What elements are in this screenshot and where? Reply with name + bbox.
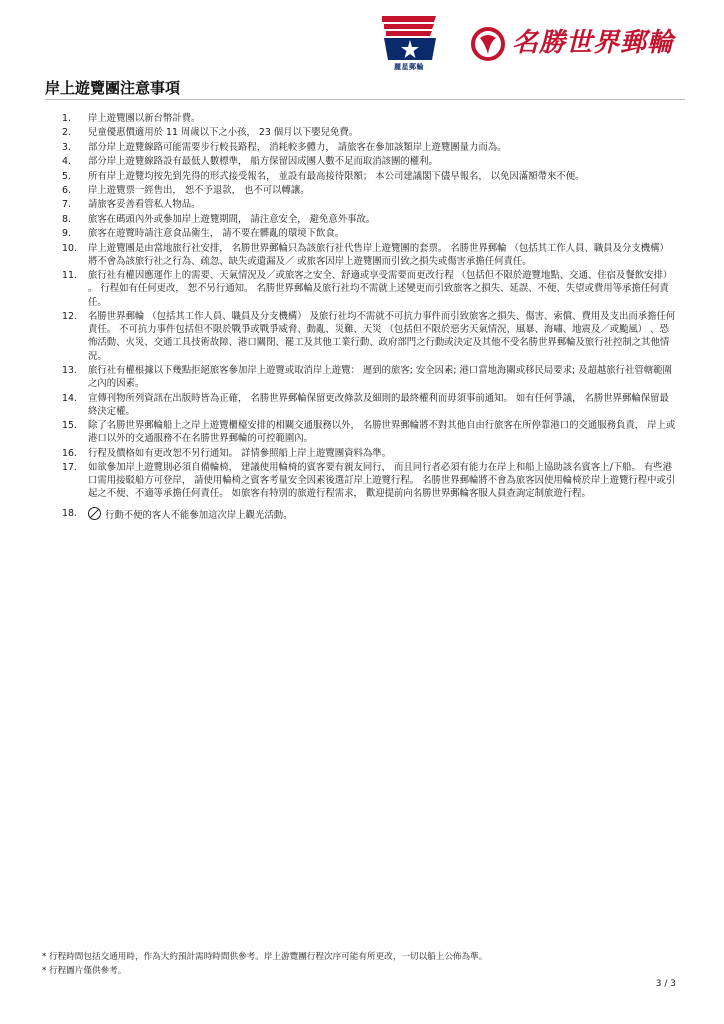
footnotes xyxy=(42,950,682,978)
term-item xyxy=(62,112,677,125)
footnote: * 行程圖片僅供參考。 xyxy=(42,966,127,976)
term-text: 行程及價格如有更改恕不另行通知。 詳情參照船上岸上遊覽團資料為準。 xyxy=(88,447,391,459)
term-text: 宣傳刊物所列資訊在出版時皆為正確， 名勝世界郵輪保留更改條款及細則的最終權利而毋須事前通知。 如有任何爭議， 名勝世界郵輪保留最終決定權。 xyxy=(88,392,669,417)
term-text: 旅客在碼頭內外或參加岸上遊覽期間， 請注意安全， 避免意外事故。 xyxy=(88,213,376,225)
term-item xyxy=(62,242,677,268)
no-wheelchair-icon xyxy=(88,507,101,520)
term-number: 11. xyxy=(62,270,77,282)
term-number: 3. xyxy=(62,141,71,153)
term-number: 9. xyxy=(62,228,71,240)
term-item xyxy=(62,392,677,418)
term-item xyxy=(62,213,677,226)
term-text: 部分岸上遊覽線路可能需要步行較長路程， 消耗較多體力， 請旅客在參加該類岸上遊覽團量力而為。 xyxy=(88,141,507,153)
terms-list xyxy=(62,112,677,523)
page-number: 3 / 3 xyxy=(655,979,676,989)
term-text: 旅客在遊覽時請注意食品衛生， 請不要在髒亂的環境下飲食。 xyxy=(88,228,345,240)
term-number: 15. xyxy=(62,420,77,432)
term-item xyxy=(62,227,677,240)
term-number: 13. xyxy=(62,364,77,376)
term-item xyxy=(62,269,677,309)
term-number: 10. xyxy=(62,242,77,254)
term-item xyxy=(62,170,677,183)
term-item xyxy=(62,141,677,154)
term-text: 旅行社有權因應運作上的需要、天氣情況及／或旅客之安全、舒適或享受需要而更改行程 （包括但不限於遊覽地點、交通、住宿及餐飲安排） 。 行程如有任何更改， 恕不另行通知。 名勝世界郵輪及旅行社均不需就上述變更而引致旅客之損失、延誤、不便、失望或費用等承擔任何責任。 xyxy=(88,270,673,308)
resorts-world-cruises-name: 名勝世界郵輪 xyxy=(512,28,675,58)
term-number: 14. xyxy=(62,392,77,404)
star-cruises-caption: 麗星郵輪 xyxy=(394,63,424,71)
term-number: 12. xyxy=(62,310,77,322)
term-text: 岸上遊覽團以新台幣計費。 xyxy=(88,113,201,124)
term-number: 1. xyxy=(62,113,71,124)
term-item xyxy=(62,126,677,139)
term-number: 4. xyxy=(62,156,71,168)
term-text: 所有岸上遊覽均按先到先得的形式接受報名， 並設有最高接待限額； 本公司建議閣下儘早報名， 以免因滿額帶來不便。 xyxy=(88,170,585,182)
term-text: 如欲參加岸上遊覽則必須自備輪椅， 建議使用輪椅的賓客要有親友同行， 而且同行者必須有能力在岸上和船上協助該名賓客上/下船。 有些港口需用接駁船方可登岸， 請使用輪椅之賓客考量安全因素後選訂岸上遊覽行程。 名勝世界郵輪將不會為旅客因使用輪椅於岸上遊覽行程中或引起之不便、不適等承擔任何責任。 如旅客有特別的旅遊行程需求， 歡迎提前向名勝世界郵輪客服人員查詢定制旅遊行程。 xyxy=(88,462,676,500)
header-logos xyxy=(380,12,700,78)
term-item xyxy=(62,155,677,168)
term-item xyxy=(62,310,677,363)
term-text: 除了名勝世界郵輪船上之岸上遊覽櫃檯安排的相關交通服務以外， 名勝世界郵輪將不對其他自由行旅客在所停靠港口的交通服務負責， 岸上或港口以外的交通服務不在名勝世界郵輪的可控範圍內。 xyxy=(88,420,676,445)
term-text: 行動不便的客人不能參加這次岸上觀光活動。 xyxy=(105,509,293,521)
term-text: 兒童優惠價適用於 11 周歲以下之小孩， 23 個月以下嬰兒免費。 xyxy=(88,127,359,139)
term-text: 岸上遊覽團是由當地旅行社安排， 名勝世界郵輪只為該旅行社代售岸上遊覽團的套票。 名勝世界郵輪 （包括其工作人員、職員及分支機構） 將不會為該旅行社之行為、疏忽、缺失或遺漏及／ 或旅客因岸上遊覽團而引致之損失或傷害承擔任何責任。 xyxy=(88,242,669,267)
footnote: * 行程時間包括交通用時，作為大約預計需時時間供參考。岸上游覽團行程次序可能有所更改，一切以船上公佈為準。 xyxy=(42,952,488,962)
term-number: 8. xyxy=(62,213,71,225)
term-text: 岸上遊覽票一經售出， 恕不予退款， 也不可以轉讓。 xyxy=(88,184,310,196)
term-item xyxy=(62,507,677,522)
term-text: 旅行社有權根據以下幾點拒絕旅客參加岸上遊覽或取消岸上遊覽： 遲到的旅客; 安全因素; 港口當地海關或移民局要求; 及超越旅行社管轄範圍之內的因素。 xyxy=(88,364,672,390)
term-text: 部分岸上遊覽線路設有最低人數標準， 船方保留因成團人數不足而取消該團的權利。 xyxy=(88,156,438,168)
term-item xyxy=(62,461,677,501)
term-item xyxy=(62,184,677,197)
term-number: 5. xyxy=(62,170,71,182)
term-number: 2. xyxy=(62,127,71,139)
term-number: 17. xyxy=(62,462,77,474)
term-item xyxy=(62,198,677,211)
term-text: 名勝世界郵輪 （包括其工作人員、職員及分支機構） 及旅行社均不需就不可抗力事件而引致旅客之損失、傷害、索償、費用及支出而承擔任何責任。 不可抗力事件包括但不限於戰爭或戰爭威脅、動亂、災難、天災 （包括但不限於惡劣天氣情況、風暴、海嘯、地震及／或颱風） 、恐怖活動、火災、交通工具技術故障、港口關閉、罷工及其他工業行動、政府部門之行動或決定及其他不受名勝世界郵輪及旅行社控制之其他情況。 xyxy=(88,310,676,362)
term-item xyxy=(62,447,677,460)
title-divider xyxy=(45,99,685,100)
page-title: 岸上遊覽團注意事項 xyxy=(45,79,181,97)
term-item xyxy=(62,364,677,390)
term-number: 16. xyxy=(62,447,77,459)
term-number: 6. xyxy=(62,184,71,196)
term-number: 7. xyxy=(62,199,71,211)
resorts-world-emblem-icon xyxy=(470,26,506,62)
term-number: 18. xyxy=(62,507,77,519)
term-text: 請旅客妥善看管私人物品。 xyxy=(88,199,201,211)
term-item xyxy=(62,419,677,445)
